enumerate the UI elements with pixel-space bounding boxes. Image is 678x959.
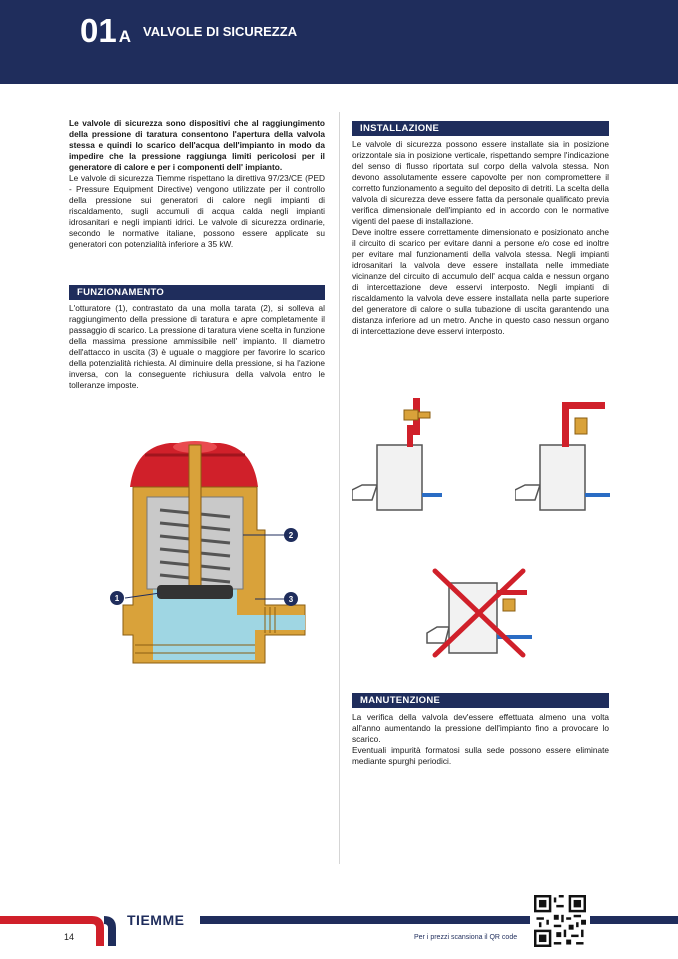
intro-text: Le valvole di sicurezza Tiemme rispettano la direttiva 97/23/CE (PED - Pressure Equipment Directive) vengono utilizzate per il controllo della pressione sui generatori di calore negli impianti di riscaldamento, sugli accumuli di acqua calda negli impianti idrosanitari e negli impianti idrici. Le valvole di sicurezza ordinarie, secondo le normative italiane, possono essere applicate su generatori con potenzialità inferiore a 35 kW.: [69, 173, 325, 249]
installazione-section: [352, 121, 609, 337]
funzionamento-heading: FUNZIONAMENTO: [69, 285, 325, 300]
manutenzione-heading: MANUTENZIONE: [352, 693, 609, 708]
page-number: 14: [64, 932, 75, 942]
qr-note: Per i prezzi scansiona il QR code: [414, 934, 518, 941]
intro-bold-text: Le valvole di sicurezza sono dispositivi che al raggiungimento della pressione di taratura consentono l'apertura della valvola stessa e quindi lo scarico dell'acqua dell'impianto in modo da impedire che la pressione raggiunga limiti pericolosi per il generatore di calore e per i componenti dell' impianto.: [69, 118, 325, 172]
installazione-text-1: Le valvole di sicurezza possono essere installate sia in posizione orizzontale sia in posizione verticale, rispettando sempre l'indicazione del senso di flusso riportata sul corpo della valvola stessa. Non devono assolutamente essere capovolte per non compromettere il corretto funzionamento a seguito del deposito di detriti. La scelta della valvola di sicurezza deve essere fatta da personale qualificato previa verifica dimensionale dell'impianto ed in accordo con le normative vigenti del paese di installazione.: [352, 139, 609, 226]
installazione-text-2: Deve inoltre essere correttamente dimensionato e posizionato anche il circuito di scarico per evitare danni a persone e/o cose ed inoltre per evitare mal funzionamenti della valvola stessa. Negli impianti idrosanitari la valvola deve essere installata nelle immediate vicinanze del circuito di accumulo dell' acqua calda e nessun organo di intercettazione deve esservi interposto. Negli impianti di riscaldamento la valvola deve essere installata nella parte superiore del generatore di calore o sulla tubazione di uscita garantendo una distanza inferiore ad un metro. Anche in questo caso nessun organo di intercettazione deve esservi interposto.: [352, 227, 609, 336]
installation-diagram-correct-1: [352, 390, 442, 515]
installazione-heading: INSTALLAZIONE: [352, 121, 609, 136]
manutenzione-text-1: La verifica della valvola dev'essere effettuata almeno una volta all'anno aumentando la pressione dell'impianto fino a provocare lo scarico.: [352, 712, 609, 744]
funzionamento-text: L'otturatore (1), contrastato da una molla tarata (2), si solleva al raggiungimento della pressione di taratura e apre completamente il passaggio di scarico. La pressione di taratura viene scelta in funzione della massima pressione ammissibile nell' impianto. Il diametro dell'attacco in uscita (3) è uguale o maggiore per favorire lo scarico della potenzialità richiesta. Al diminuire della pressione, si ha l'azione inversa, con la conseguente richiusura della valvola entro le tolleranze imposte.: [69, 303, 325, 390]
svg-text:3: 3: [288, 595, 294, 604]
funzionamento-section: [69, 285, 325, 391]
page-title: VALVOLE DI SICUREZZA: [143, 24, 298, 39]
manutenzione-text-2: Eventuali impurità formatosi sulla sede possono essere eliminate mediante spurghi periodici.: [352, 745, 609, 766]
header-bar: [0, 0, 678, 84]
svg-text:1: 1: [114, 594, 120, 603]
qr-code[interactable]: [534, 895, 586, 947]
manutenzione-section: [352, 693, 609, 767]
brand-logo: TIEMME: [127, 912, 185, 928]
svg-text:2: 2: [288, 531, 294, 540]
intro-section: [69, 118, 325, 250]
chapter-number: 01 A: [80, 12, 131, 49]
column-divider: [339, 112, 340, 864]
valve-cutaway-illustration: [105, 435, 310, 670]
installation-diagram-correct-2: [515, 390, 610, 515]
installation-diagram-wrong: [425, 565, 535, 660]
